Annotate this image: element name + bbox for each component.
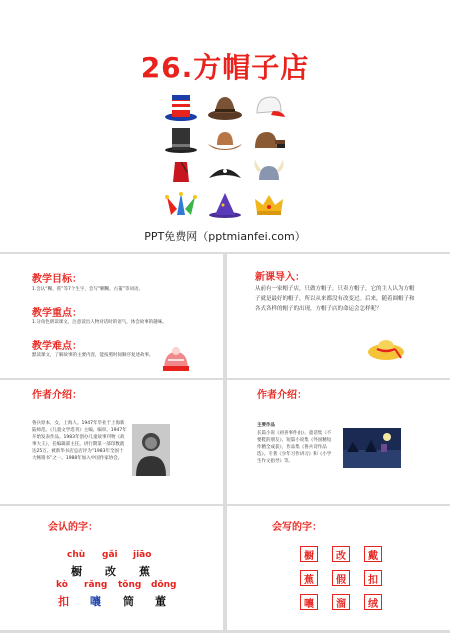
cowboy-hat-icon xyxy=(204,125,246,156)
author-bio: 鲁兵原本，女，上海人。1947年毕业于上海新陆师范。《儿童文学选刊》主编、编审。1947年开始发表作品。1983年创办儿童故事刊物《故事大王》，任编辑部主任。讲行期第一部印数就达25万。被新华书店总店评为“1983年全国十大畅销书”之一。1988年加入中国作家协会。 xyxy=(32,421,127,461)
goal-heading: 教学目标： xyxy=(32,274,82,285)
write-chars-slide xyxy=(227,506,450,630)
write-char-8: 溜 xyxy=(332,594,350,610)
key-heading: 教学重点： xyxy=(32,308,82,319)
char-7: 董 xyxy=(155,595,166,608)
intro-slide xyxy=(227,254,450,378)
difficulty-heading: 教学难点： xyxy=(32,341,82,352)
pinyin-2: gǎi xyxy=(102,550,118,560)
pirate-hat-icon xyxy=(204,157,246,188)
footer-text: PPT免费网（pptmianfei.com） xyxy=(144,230,306,243)
pinyin-4: kò xyxy=(56,580,68,590)
intro-text: 从前有一家帽子店，只做方帽子，只卖方帽子，它的主人认为方帽子就是最好的帽子，所以从来都没有改变过。后来，随着圆帽子和各式各样的帽子的出现，方帽子店的命运会怎样呢？ xyxy=(255,286,415,312)
knit-hat-icon xyxy=(160,346,192,378)
write-char-2: 改 xyxy=(332,546,350,562)
write-char-5: 假 xyxy=(332,570,350,586)
night-scene-image xyxy=(343,428,401,468)
works-subtitle: 主要作品 xyxy=(257,423,275,428)
write-char-9: 绒 xyxy=(364,594,382,610)
write-heading: 会写的字： xyxy=(272,522,322,533)
pinyin-6: tǒng xyxy=(118,580,142,590)
char-3: 蕉 xyxy=(139,565,150,578)
char-6: 筒 xyxy=(123,595,134,608)
author-slide-2 xyxy=(227,380,450,504)
pinyin-1: chù xyxy=(67,550,86,560)
intro-heading: 新课导入： xyxy=(255,272,305,283)
page-title: 26.方帽子店 xyxy=(140,51,310,84)
fez-hat-icon xyxy=(160,157,202,188)
fedora-hat-icon xyxy=(204,92,246,123)
write-char-3: 戴 xyxy=(364,546,382,562)
works-text: 长篇小说《初喜事件由》、童话集《不要鞋的朋友》、短篇小说集《外国精短作精全成获》，作品集《鲁兵诗作品选》。专著《少年习作讲习》和《小学生作文指导》等。 xyxy=(257,431,332,464)
wizard-hat-icon xyxy=(204,190,246,221)
jester-hat-icon xyxy=(160,190,202,221)
works-heading: 作者介绍： xyxy=(257,390,307,401)
author-slide-1 xyxy=(0,380,223,504)
viking-helmet-icon xyxy=(248,157,290,188)
hats-illustration xyxy=(160,92,290,220)
write-char-1: 橱 xyxy=(300,546,318,562)
crown-icon xyxy=(248,190,290,221)
baseball-cap-icon xyxy=(248,92,290,123)
difficulty-text: 默读课文，了解故事的主要内容，能按照时间顺序复述故事。 xyxy=(32,353,154,358)
top-hat-icon xyxy=(160,125,202,156)
recognize-chars-slide xyxy=(0,506,223,630)
raccoon-hat-icon xyxy=(248,125,290,156)
title-slide xyxy=(0,0,450,252)
recognize-heading: 会认的字： xyxy=(48,522,98,533)
write-char-7: 嚷 xyxy=(300,594,318,610)
pinyin-3: jiāo xyxy=(133,550,152,560)
author-heading: 作者介绍： xyxy=(32,390,82,401)
char-4: 扣 xyxy=(58,595,69,608)
sun-hat-icon xyxy=(367,334,405,366)
key-text: 1.分角色朗读课文，注意读出人物对话时的语气，体会故事的趣味。 xyxy=(32,320,167,325)
objectives-slide xyxy=(0,254,223,378)
goal-text: 1.会认“糊、蕉”等7个生字，会写“糊糊、古董”等词语。 xyxy=(32,287,143,292)
char-5: 嚷 xyxy=(90,595,101,608)
write-char-4: 蕉 xyxy=(300,570,318,586)
char-2: 改 xyxy=(105,565,116,578)
pinyin-5: rǎng xyxy=(84,580,108,590)
uncle-sam-hat-icon xyxy=(160,92,202,123)
char-1: 橱 xyxy=(71,565,82,578)
author-photo xyxy=(132,424,170,476)
write-char-6: 扣 xyxy=(364,570,382,586)
pinyin-7: dǒng xyxy=(151,580,177,590)
